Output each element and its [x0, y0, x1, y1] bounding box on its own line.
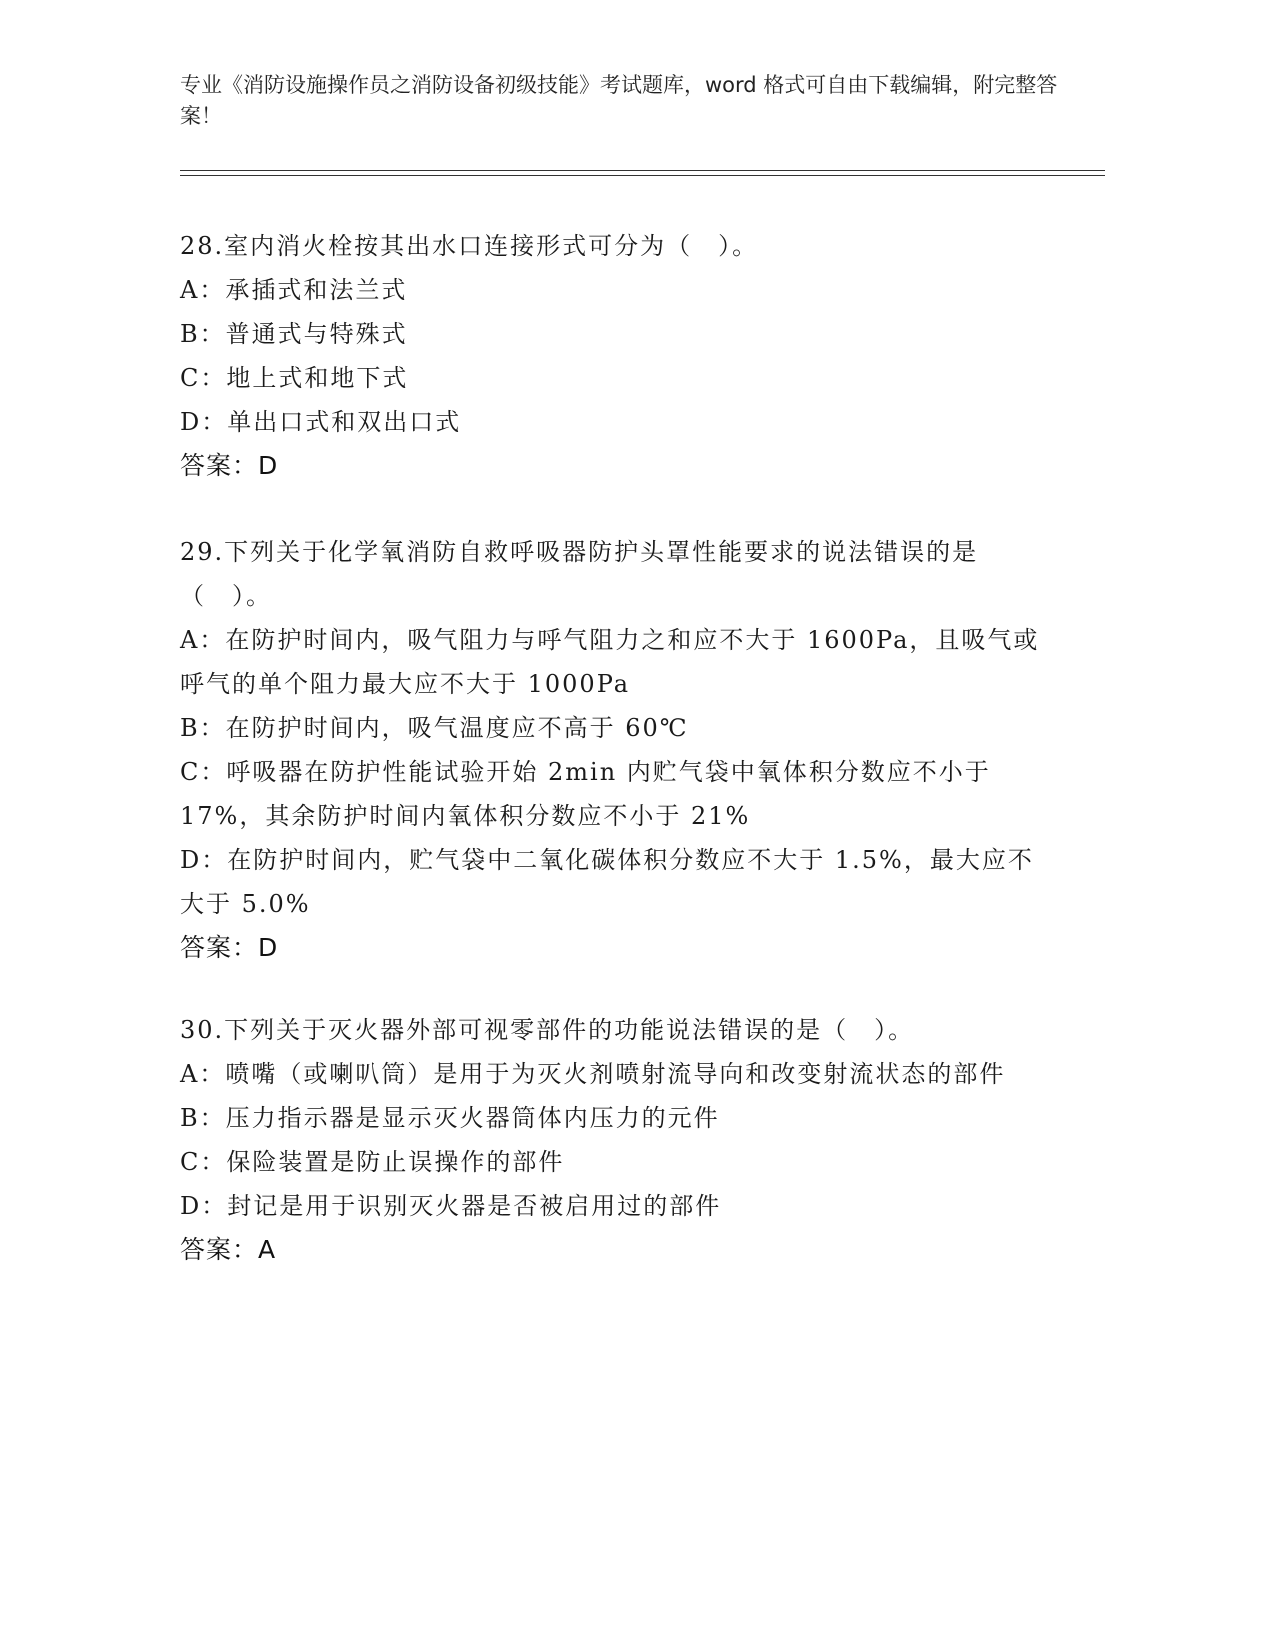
option-b: B：在防护时间内，吸气温度应不高于 60℃	[180, 714, 689, 742]
answer-label: 答案：A	[180, 1235, 277, 1264]
option-c: C：保险装置是防止误操作的部件	[180, 1148, 565, 1176]
question-30	[180, 1008, 1040, 1272]
option-a: A：承插式和法兰式	[180, 276, 408, 304]
answer-label: 答案：D	[180, 451, 279, 480]
option-b: B：普通式与特殊式	[180, 320, 408, 348]
document-header: 专业《消防设施操作员之消防设备初级技能》考试题库，word 格式可自由下载编辑，附完整答案！	[180, 73, 1058, 128]
question-stem: 29.下列关于化学氧消防自救呼吸器防护头罩性能要求的说法错误的是（ ）。	[180, 538, 979, 610]
option-a: A：在防护时间内，吸气阻力与呼气阻力之和应不大于 1600Pa，且吸气或呼气的单个阻力最大应不大于 1000Pa	[180, 626, 1040, 698]
option-d: D：在防护时间内，贮气袋中二氧化碳体积分数应不大于 1.5%，最大应不大于 5.0%	[180, 846, 1034, 918]
option-d: D：单出口式和双出口式	[180, 408, 462, 436]
question-stem: 30.下列关于灭火器外部可视零部件的功能说法错误的是（ ）。	[180, 1016, 915, 1044]
question-29	[180, 530, 1040, 970]
question-stem: 28.室内消火栓按其出水口连接形式可分为（ ）。	[180, 232, 759, 260]
option-c: C：地上式和地下式	[180, 364, 409, 392]
header-divider-bottom	[180, 175, 1105, 176]
header-divider-top	[180, 170, 1105, 171]
question-28	[180, 224, 1040, 488]
answer-label: 答案：D	[180, 933, 279, 962]
option-c: C：呼吸器在防护性能试验开始 2min 内贮气袋中氧体积分数应不小于 17%，其余防护时间内氧体积分数应不小于 21%	[180, 758, 991, 830]
option-b: B：压力指示器是显示灭火器筒体内压力的元件	[180, 1104, 720, 1132]
option-a: A：喷嘴（或喇叭筒）是用于为灭火剂喷射流导向和改变射流状态的部件	[180, 1060, 1006, 1088]
option-d: D：封记是用于识别灭火器是否被启用过的部件	[180, 1192, 722, 1220]
